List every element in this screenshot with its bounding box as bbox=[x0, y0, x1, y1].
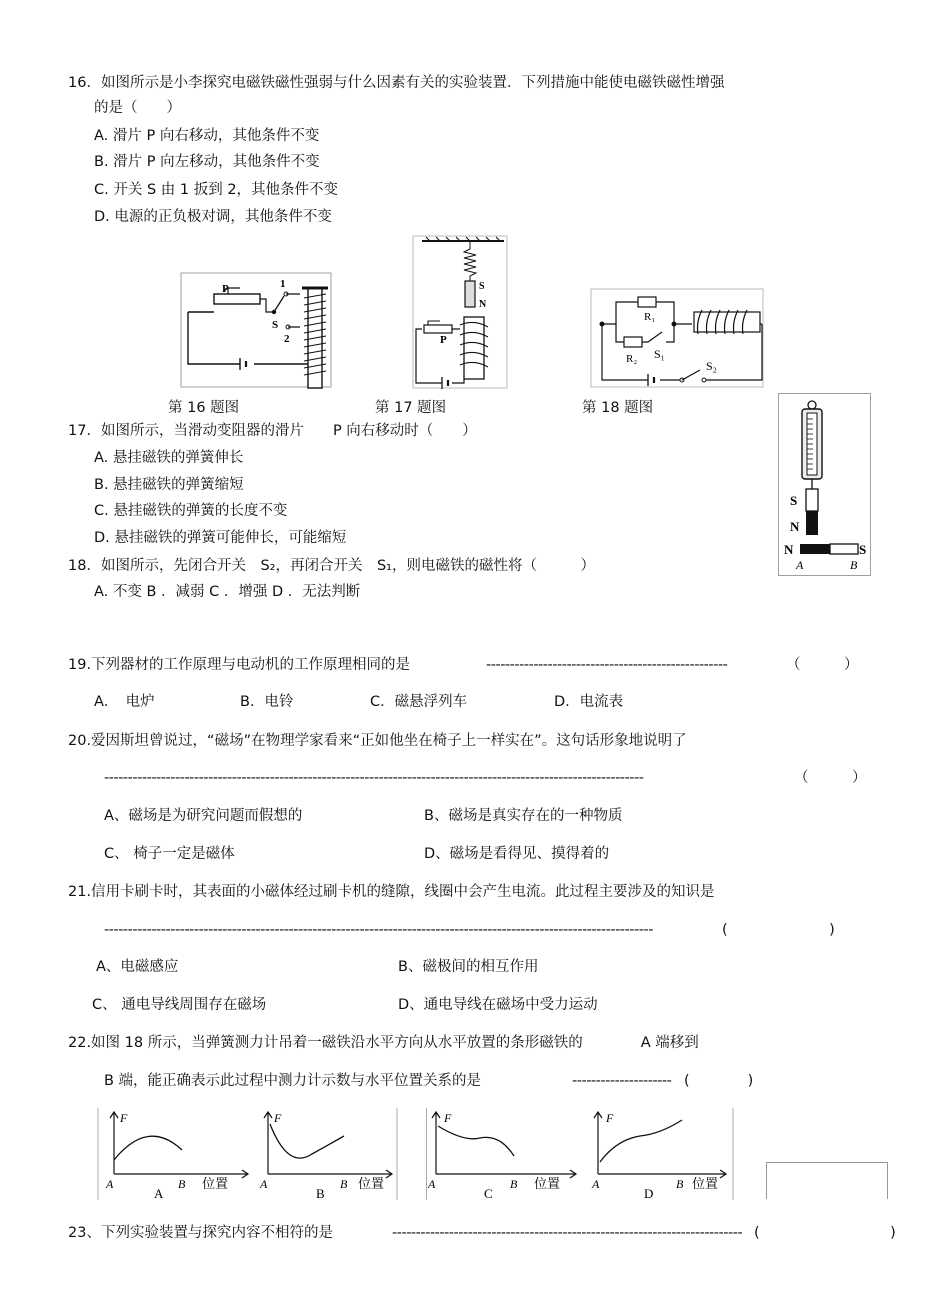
fig16-label-p: P bbox=[222, 283, 229, 295]
q18-options: A. 不变 B ．减弱 C ．增强 D ．无法判断 bbox=[94, 584, 361, 600]
q22-graph-d-axis-f: F bbox=[606, 1111, 614, 1125]
q21-option-a: A、电磁感应 bbox=[96, 959, 179, 975]
q19-option-d: D．电流表 bbox=[554, 694, 624, 710]
q20-option-c: C、 椅子一定是磁体 bbox=[104, 846, 235, 862]
figure-17-circuit bbox=[412, 235, 512, 391]
q16-stem-line1: 16．如图所示是小李探究电磁铁磁性强弱与什么因素有关的实验装置．下列措施中能使电磁铁磁性增强 bbox=[68, 75, 725, 91]
fig22-point-b: B bbox=[850, 558, 858, 572]
q22-graph-b-axis-b: B bbox=[340, 1177, 348, 1191]
fig17-label-s: S bbox=[479, 281, 485, 292]
q22-graph-b-axis-a: A bbox=[260, 1177, 268, 1191]
fig17-label-p: P bbox=[440, 334, 447, 346]
q22-graph-b-axis-position: 位置 bbox=[358, 1176, 385, 1191]
fig16-label-2: 2 bbox=[284, 333, 290, 345]
q22-graph-d-label: D bbox=[644, 1186, 654, 1201]
q17-option-b: B. 悬挂磁铁的弹簧缩短 bbox=[94, 477, 244, 493]
q16-option-d: D. 电源的正负极对调，其他条件不变 bbox=[94, 209, 332, 225]
q16-option-c: C. 开关 S 由 1 扳到 2，其他条件不变 bbox=[94, 182, 339, 198]
q19-paren: （ ） bbox=[786, 657, 859, 673]
q22-graph-d-axis-position: 位置 bbox=[692, 1176, 719, 1191]
q20-paren: （ ） bbox=[794, 770, 867, 786]
fig18-label-s1: S₁ bbox=[654, 347, 665, 361]
q22-stem-line2: B 端，能正确表示此过程中测力计示数与水平位置关系的是 bbox=[104, 1073, 482, 1089]
fig18-label-s2: S₂ bbox=[706, 359, 717, 373]
q21-option-b: B、磁极间的相互作用 bbox=[398, 959, 539, 975]
q22-graph-d bbox=[586, 1108, 734, 1200]
q20-option-d: D、磁场是看得见、摸得着的 bbox=[424, 846, 610, 862]
q21-option-c: C、 通电导线周围存在磁场 bbox=[92, 997, 267, 1013]
q22-graph-d-axis-b: B bbox=[676, 1177, 684, 1191]
q22-graph-c-label: C bbox=[484, 1186, 493, 1201]
q22-graph-a-label: A bbox=[154, 1186, 164, 1201]
fig17-label-n: N bbox=[479, 299, 487, 310]
q22-graph-a-axis-position: 位置 bbox=[202, 1176, 229, 1191]
q23-paren: ( ) bbox=[754, 1225, 896, 1241]
q22-graph-a-axis-b: B bbox=[178, 1177, 186, 1191]
q22-graph-c-axis-a: A bbox=[428, 1177, 436, 1191]
q20-option-b: B、磁场是真实存在的一种物质 bbox=[424, 808, 623, 824]
q17-option-a: A. 悬挂磁铁的弹簧伸长 bbox=[94, 450, 244, 466]
q20-option-a: A、磁场是为研究问题而假想的 bbox=[104, 808, 303, 824]
q19-stem: 19.下列器材的工作原理与电动机的工作原理相同的是 bbox=[68, 657, 411, 673]
q16-option-b: B. 滑片 P 向左移动，其他条件不变 bbox=[94, 154, 320, 170]
fig22-hanging-n: N bbox=[790, 519, 800, 534]
q22-graph-b-label: B bbox=[316, 1186, 325, 1201]
q21-dashes: -------------------------------------------------------------------------------------------------------------------- bbox=[104, 922, 653, 938]
q22-graph-d-axis-a: A bbox=[592, 1177, 600, 1191]
q22-graph-b bbox=[258, 1108, 398, 1200]
q23-dashes: -------------------------------------------------------------------------- bbox=[392, 1225, 743, 1241]
fig18-label-r1: R₁ bbox=[644, 311, 656, 323]
figure-18-caption: 第 18 题图 bbox=[582, 400, 654, 416]
q21-paren: ( ) bbox=[722, 922, 835, 938]
q22-graph-c-axis-b: B bbox=[510, 1177, 518, 1191]
q16-option-a: A. 滑片 P 向右移动，其他条件不变 bbox=[94, 128, 320, 144]
fig16-label-1: 1 bbox=[280, 278, 286, 290]
fig16-label-s: S bbox=[272, 319, 279, 331]
q20-dashes: ------------------------------------------------------------------------------------------------------------------ bbox=[104, 770, 644, 786]
figure-16-circuit bbox=[180, 272, 340, 392]
q17-stem: 17．如图所示，当滑动变阻器的滑片 P 向右移动时（ ） bbox=[68, 423, 477, 439]
fig22-point-a: A bbox=[796, 558, 804, 572]
q19-option-c: C．磁悬浮列车 bbox=[370, 694, 468, 710]
q17-option-d: D. 悬挂磁铁的弹簧可能伸长，可能缩短 bbox=[94, 530, 347, 546]
figure-17-caption: 第 17 题图 bbox=[375, 400, 447, 416]
q19-option-b: B．电铃 bbox=[240, 694, 294, 710]
q17-option-c: C. 悬挂磁铁的弹簧的长度不变 bbox=[94, 503, 288, 519]
q23-stem: 23、下列实验装置与探究内容不相符的是 bbox=[68, 1225, 333, 1241]
q22-graph-a-axis-a: A bbox=[106, 1177, 114, 1191]
q18-stem: 18．如图所示，先闭合开关 S₂，再闭合开关 S₁，则电磁铁的磁性将（ ） bbox=[68, 558, 595, 574]
q22-dashes: --------------------- bbox=[572, 1073, 672, 1089]
figure-18-circuit bbox=[590, 288, 770, 390]
q22-graph-c-axis-position: 位置 bbox=[534, 1176, 561, 1191]
fig18-label-r2: R₂ bbox=[626, 353, 638, 365]
q22-graph-c bbox=[426, 1108, 586, 1200]
fig22-hanging-s: S bbox=[790, 493, 798, 508]
figure-22-spring-scale bbox=[778, 393, 872, 577]
q20-stem: 20.爱因斯坦曾说过，“磁场”在物理学家看来“正如他坐在椅子上一样实在”。这句话形象地说明了 bbox=[68, 733, 687, 749]
q22-stem-line1: 22.如图 18 所示，当弹簧测力计吊着一磁铁沿水平方向从水平放置的条形磁铁的 A 端移到 bbox=[68, 1035, 699, 1051]
q19-dashes: --------------------------------------------------- bbox=[486, 657, 728, 673]
q21-stem: 21.信用卡刷卡时，其表面的小磁体经过刷卡机的缝隙，线圈中会产生电流。此过程主要涉及的知识是 bbox=[68, 884, 715, 900]
q22-graph-b-axis-f: F bbox=[274, 1111, 282, 1125]
q16-stem-line2: 的是（ ） bbox=[94, 100, 181, 116]
q22-paren: ( ) bbox=[684, 1073, 754, 1089]
q19-option-a: A． 电炉 bbox=[94, 694, 155, 710]
figure-16-caption: 第 16 题图 bbox=[168, 400, 240, 416]
q22-graph-a bbox=[98, 1108, 258, 1200]
q22-graph-c-axis-f: F bbox=[444, 1111, 452, 1125]
blank-figure-frame bbox=[766, 1162, 888, 1199]
fig22-bar-n: N bbox=[784, 542, 794, 557]
q22-graph-a-axis-f: F bbox=[120, 1111, 128, 1125]
q21-option-d: D、通电导线在磁场中受力运动 bbox=[398, 997, 598, 1013]
fig22-bar-s: S bbox=[859, 542, 867, 557]
